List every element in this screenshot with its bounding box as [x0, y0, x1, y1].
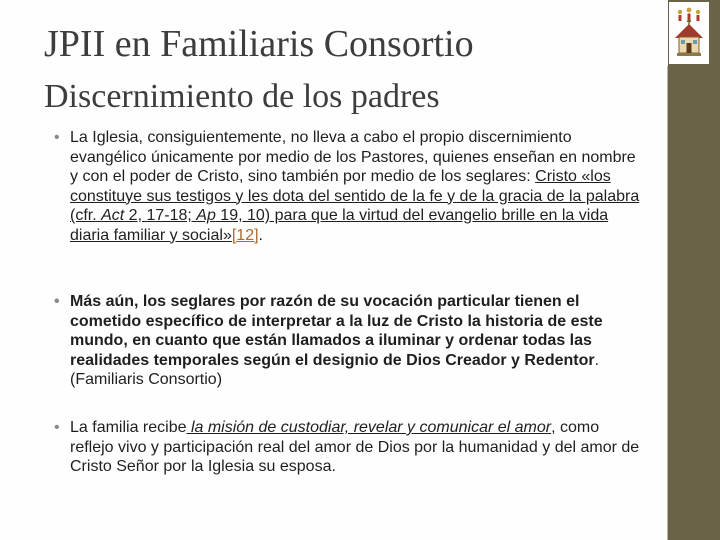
slide-subtitle: Discernimiento de los padres — [44, 78, 440, 115]
bullet-3-after: , como reflejo vivo y participación real del amor de Dios por la humanidad y del amor de Cristo Señor por la Iglesia su esposa. — [70, 419, 640, 475]
sidebar-divider — [667, 66, 668, 540]
bullet-1-ref1-book: Act — [101, 207, 125, 224]
footnote-link[interactable]: [12] — [231, 226, 259, 244]
bullet-1-ref2-book: Ap — [196, 207, 216, 224]
bullet-2-bold: Más aún, los seglares por razón de su vocación particular tienen el cometido específico de interpretar a la luz de Cristo la historia de este mundo, en cuanto que están llamados a iluminar y ordenar todas las realidades temporales según el designio de Dios Creador y Redentor — [70, 293, 603, 369]
bullet-1-ref1-rest: 2, 17-18; — [124, 207, 197, 224]
bullet-1-quote-a: Cristo «los constituye sus testigos y les dota del sentido de la fe y de la gracia de la palabra (cfr. — [70, 168, 640, 224]
bullet-item-3 — [54, 418, 644, 477]
bullet-dot-icon: • — [54, 129, 60, 146]
slide-title: JPII en Familiaris Consortio — [44, 23, 474, 65]
bullet-1-quote-b: 19, 10) para que la virtud del evangelio brille en la vida diaria familiar y social» — [70, 207, 609, 244]
bullet-1-plain: La Iglesia, consiguientemente, no lleva a cabo el propio discernimiento evangélico únicamente por medio de los Pastores, quienes enseñan en nombre y con el poder de Cristo, sino también por medio de los seglares: — [70, 129, 636, 185]
bullet-item-2 — [54, 292, 644, 390]
bullet-2-normal: . (Familiaris Consortio) — [70, 351, 600, 388]
bullet-3-emphasis: la misión de custodiar, revelar y comunicar el amor — [186, 419, 552, 436]
bullet-1-end: . — [258, 226, 263, 244]
bullet-text — [54, 128, 644, 245]
family-emblem-icon — [669, 2, 709, 64]
family-emblem-graphic — [669, 2, 709, 64]
bullet-dot-icon: • — [54, 419, 60, 436]
bullet-dot-icon: • — [54, 293, 60, 310]
right-sidebar-band — [668, 0, 720, 540]
bullet-item-1 — [54, 128, 644, 245]
bullet-text — [54, 418, 644, 477]
bullet-text — [54, 292, 644, 390]
bullet-3-before: La familia recibe — [70, 419, 187, 436]
